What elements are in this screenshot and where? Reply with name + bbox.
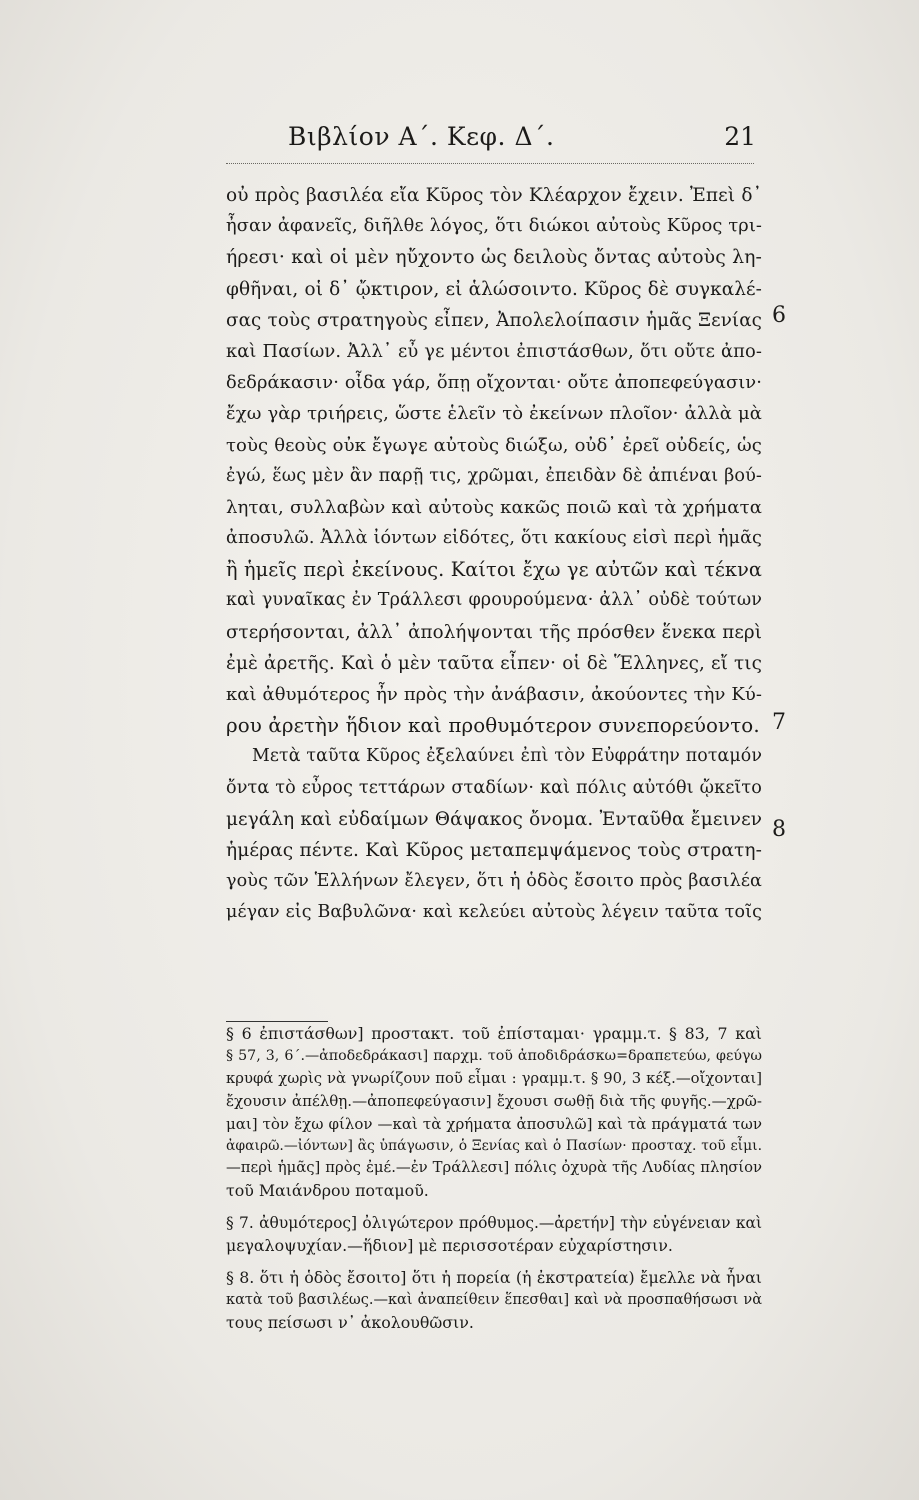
running-header — [226, 122, 756, 156]
text-line: γοὺς τῶν Ἑλλήνων ἔλεγεν, ὅτι ἡ ὁδὸς ἔσοιτο πρὸς βασιλέα — [226, 871, 762, 892]
text-line: ὄντα τὸ εὖρος τεττάρων σταδίων· καὶ πόλις αὐτόθι ᾤκεῖτο — [226, 777, 762, 798]
footnote-line: § 57, 3, 6΄.—ἀποδεδράκασι] παρχμ. τοῦ ἀποδιδράσκω=δραπετεύω, φεύγω — [226, 1048, 762, 1065]
footnote-line: κατὰ τοῦ βασιλέως.—καὶ ἀναπείθειν ἕπεσθαι] καὶ νὰ προσπαθήσωσι νὰ — [226, 1292, 762, 1309]
text-line: ήρεσι· καὶ οἱ μὲν ηὔχοντο ὡς δειλοὺς ὄντας αὐτοὺς λη- — [226, 247, 762, 269]
text-line: ἐγώ, ἕως μὲν ἂν παρῇ τις, χρῶμαι, ἐπειδὰν δὲ ἀπιέναι βού- — [226, 465, 762, 486]
section-number: 7 — [772, 710, 786, 735]
text-line: ρου ἀρετὴν ἥδιον καὶ προθυμότερον συνεπορεύοντο. — [226, 714, 760, 738]
header-title: Βιβλίον Α΄. Κεφ. Δ΄. — [288, 122, 555, 151]
footnote-line: τοῦ Μαιάνδρου ποταμοῦ. — [226, 1180, 429, 1200]
footnote-line: ἀφαιρῶ.—ἰόντων] ἂς ὑπάγωσιν, ὁ Ξενίας καὶ ὁ Πασίων· προσταχ. τοῦ εἶμι. — [226, 1137, 762, 1154]
text-line: φθῆναι, οἱ δ᾽ ᾤκτιρον, εἰ ἁλώσοιντο. Κῦρος δὲ συγκαλέ- — [226, 278, 762, 300]
main-text — [226, 180, 762, 929]
footnote-line: μαι] τὸν ἔχω φίλον —καὶ τὰ χρήματα ἀποσυλῶ] καὶ τὰ πράγματά των — [226, 1114, 762, 1133]
footnote-line: κρυφά χωρὶς νὰ γνωρίζουν ποῦ εἶμαι : γραμμ.τ. § 90, 3 κέξ.—οἴχονται] — [226, 1069, 762, 1087]
text-line: μέγαν εἰς Βαβυλῶνα· καὶ κελεύει αὐτοὺς λέγειν ταῦτα τοῖς — [226, 902, 762, 923]
footnote-line: § 8. ὅτι ἡ ὁδὸς ἔσοιτο] ὅτι ἡ πορεία (ἡ ἐκστρατεία) ἔμελλε νὰ ἦναι — [226, 1267, 762, 1287]
text-line: τοὺς θεοὺς οὐκ ἔγωγε αὐτοὺς διώξω, οὐδ᾽ ἐρεῖ οὐδείς, ὡς — [226, 434, 762, 456]
text-line: Μετὰ ταῦτα Κῦρος ἐξελαύνει ἐπὶ τὸν Εὐφράτην ποταμόν — [252, 746, 762, 767]
text-line: καὶ γυναῖκας ἐν Τράλλεσι φρουρούμενα· ἀλλ᾽ οὐδὲ τούτων — [226, 590, 762, 611]
text-line: ληται, συλλαβὼν καὶ αὐτοὺς κακῶς ποιῶ καὶ τὰ χρήματα — [226, 496, 762, 518]
section-number: 8 — [772, 817, 786, 842]
footnote-line: § 6 ἐπιστάσθων] προστακτ. τοῦ ἐπίσταμαι· γραμμ.τ. § 83, 7 καὶ — [226, 1024, 762, 1043]
text-line: καὶ ἀθυμότερος ἦν πρὸς τὴν ἀνάβασιν, ἀκούοντες τὴν Κύ- — [226, 684, 762, 705]
text-line: ἔχω γὰρ τριήρεις, ὥστε ἑλεῖν τὸ ἐκείνων πλοῖον· ἀλλὰ μὰ — [226, 403, 762, 425]
text-line: ἦσαν ἀφανεῖς, διῆλθε λόγος, ὅτι διώκοι αὐτοὺς Κῦρος τρι- — [226, 216, 762, 237]
text-line: δεδράκασιν· οἶδα γάρ, ὅπῃ οἴχονται· οὔτε ἀποπεφεύγασιν· — [226, 372, 762, 394]
header-rule — [226, 163, 754, 164]
footnotes — [226, 1023, 762, 1334]
footnote-rule — [226, 1021, 328, 1022]
footnote-line: § 7. ἀθυμότερος] ὀλιγώτερον πρόθυμος.—ἀρετήν] τὴν εὐγένειαν καὶ — [226, 1214, 762, 1233]
text-line: οὐ πρὸς βασιλέα εἴα Κῦρος τὸν Κλέαρχον ἔχειν. Ἐπεὶ δ᾽ — [226, 185, 762, 206]
footnote-line: μεγαλοψυχίαν.—ἥδιον] μὲ περισσοτέραν εὐχαρίστησιν. — [226, 1235, 673, 1255]
page-number: 21 — [724, 122, 756, 151]
footnote-line: ἔχουσιν ἀπέλθῃ.—ἀποπεφεύγασιν] ἔχουσι σωθῇ διὰ τῆς φυγῆς.—χρῶ- — [226, 1092, 762, 1111]
text-line: ἢ ἡμεῖς περὶ ἐκείνους. Καίτοι ἔχω γε αὐτῶν καὶ τέκνα — [226, 558, 762, 582]
footnote-line: —περὶ ἡμᾶς] πρὸς ἐμέ.—ἐν Τράλλεσι] πόλις ὀχυρὰ τῆς Λυδίας πλησίον — [226, 1159, 762, 1177]
text-line: ἐμὲ ἀρετῆς. Καὶ ὁ μὲν ταῦτα εἶπεν· οἱ δὲ Ἕλληνες, εἴ τις — [226, 652, 762, 674]
section-number: 6 — [772, 303, 786, 328]
text-line: σας τοὺς στρατηγοὺς εἶπεν, Ἀπολελοίπασιν ἡμᾶς Ξενίας — [226, 309, 762, 331]
footnote-line: τους πείσωσι ν᾽ ἀκολουθῶσιν. — [226, 1312, 474, 1332]
text-line: στερήσονται, ἀλλ᾽ ἀπολήψονται τῆς πρόσθεν ἕνεκα περὶ — [226, 621, 762, 643]
text-line: ἡμέρας πέντε. Καὶ Κῦρος μεταπεμψάμενος τοὺς στρατη- — [226, 839, 762, 861]
text-line: ἀποσυλῶ. Ἀλλὰ ἰόντων εἰδότες, ὅτι κακίους εἰσὶ περὶ ἡμᾶς — [226, 528, 762, 549]
text-line: καὶ Πασίων. Ἀλλ᾽ εὖ γε μέντοι ἐπιστάσθων, ὅτι οὔτε ἀπο- — [226, 340, 762, 362]
text-line: μεγάλη καὶ εὐδαίμων Θάψακος ὄνομα. Ἐνταῦθα ἔμεινεν — [226, 808, 762, 830]
